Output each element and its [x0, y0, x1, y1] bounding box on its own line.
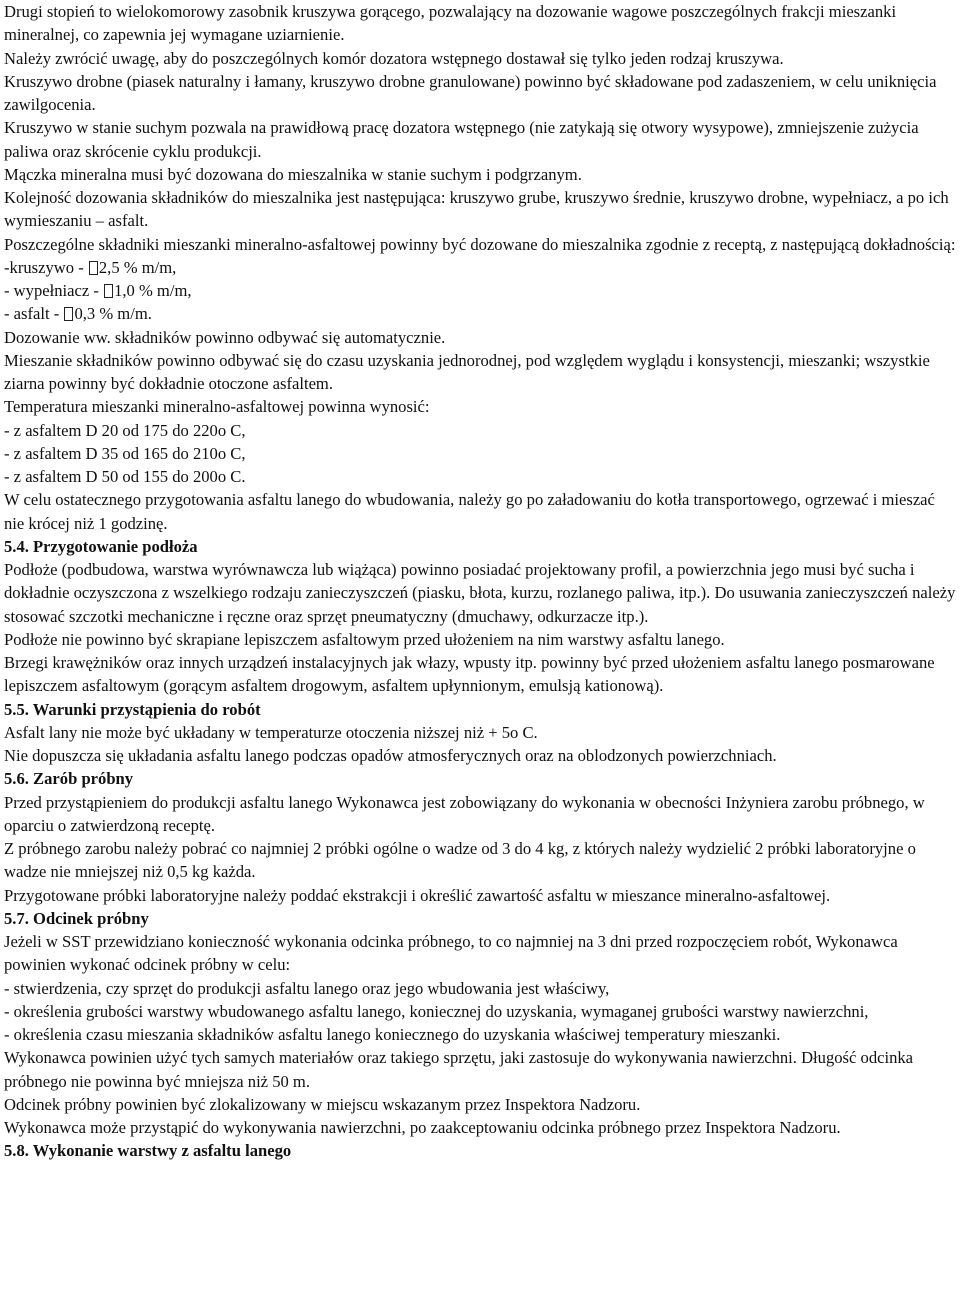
section-heading: 5.6. Zarób próbny: [4, 769, 134, 789]
paragraph: Mieszanie składników powinno odbywać się do czasu uzyskania jednorodnej, pod względem wyglądu i konsystencji, mieszanki; wszystkie ziarna powinny być dokładnie otoczone asfaltem.: [4, 350, 930, 393]
list-item: - z asfaltem D 35 od 165 do 210o C,: [4, 443, 246, 463]
list-item: - stwierdzenia, czy sprzęt do produkcji asfaltu lanego oraz jego wbudowania jest właściwy,: [4, 978, 610, 998]
paragraph: Z próbnego zarobu należy pobrać co najmniej 2 próbki ogólne o wadze od 3 do 4 kg, z których należy wydzielić 2 próbki laboratoryjne o wadze nie mniejszej niż 0,5 kg każda.: [4, 839, 916, 882]
tolerance-label: -kruszywo -: [4, 257, 88, 277]
paragraph: Przygotowane próbki laboratoryjne należy poddać ekstrakcji i określić zawartość asfaltu w mieszance mineralno-asfaltowej.: [4, 885, 831, 905]
tolerance-item: [4, 256, 956, 279]
list-item: - z asfaltem D 20 od 175 do 220o C,: [4, 420, 246, 440]
missing-glyph-icon: [64, 307, 73, 321]
tolerance-value: 2,5 % m/m,: [98, 257, 177, 277]
paragraph: Wykonawca może przystąpić do wykonywania nawierzchni, po zaakceptowaniu odcinka próbnego przez Inspektora Nadzoru.: [4, 1118, 841, 1137]
list-item: - z asfaltem D 50 od 155 do 200o C.: [4, 467, 246, 486]
section-heading: 5.7. Odcinek próbny: [4, 908, 149, 928]
missing-glyph-icon: [89, 261, 98, 275]
paragraph: Przed przystąpieniem do produkcji asfaltu lanego Wykonawca jest zobowiązany do wykonania w obecności Inżyniera zarobu próbnego, w oparciu o zatwierdzoną receptę.: [4, 792, 925, 835]
paragraph: W celu ostatecznego przygotowania asfaltu lanego do wbudowania, należy go po załadowaniu do kotła transportowego, ogrzewać i mieszać nie krócej niż 1 godzinę.: [4, 490, 935, 533]
tolerance-item: [4, 279, 956, 302]
paragraph: Dozowanie ww. składników powinno odbywać się automatycznie.: [4, 327, 446, 347]
paragraph: Kruszywo drobne (piasek naturalny i łamany, kruszywo drobne granulowane) powinno być składowane pod zadaszeniem, w celu uniknięcia zawilgocenia.: [4, 71, 937, 114]
tolerance-label: - asfalt -: [4, 304, 64, 324]
section-heading: 5.4. Przygotowanie podłoża: [4, 536, 198, 556]
tolerance-label: - wypełniacz -: [4, 281, 104, 300]
paragraph: Brzegi krawężników oraz innych urządzeń instalacyjnych jak włazy, wpusty itp. powinny być przed ułożeniem asfaltu lanego posmarowane lepiszczem asfaltowym (gorącym asfaltem drogowym, asfaltem upłynnionym, emulsją kationową).: [4, 653, 935, 696]
paragraph: Wykonawca powinien użyć tych samych materiałów oraz takiego sprzętu, jaki zastosuje do wykonywania nawierzchni. Długość odcinka próbnego nie powinna być mniejsza niż 50 m.: [4, 1048, 914, 1091]
paragraph: Jeżeli w SST przewidziano konieczność wykonania odcinka próbnego, to co najmniej na 3 dni przed rozpoczęciem robót, Wykonawca powinien wykonać odcinek próbny w celu:: [4, 932, 898, 975]
tolerance-item: [4, 302, 956, 325]
section-heading: 5.8. Wykonanie warstwy z asfaltu lanego: [4, 1141, 292, 1161]
section-heading: 5.5. Warunki przystąpienia do robót: [4, 699, 261, 719]
missing-glyph-icon: [104, 284, 113, 298]
paragraph: Asfalt lany nie może być układany w temperaturze otoczenia niższej niż + 5o C.: [4, 722, 538, 742]
paragraph: Temperatura mieszanki mineralno-asfaltowej powinna wynosić:: [4, 397, 430, 417]
paragraph: Odcinek próbny powinien być zlokalizowany w miejscu wskazanym przez Inspektora Nadzoru.: [4, 1094, 641, 1114]
paragraph: Należy zwrócić uwagę, aby do poszczególnych komór dozatora wstępnego dostawał się tylko jeden rodzaj kruszywa.: [4, 48, 784, 68]
paragraph: Kolejność dozowania składników do mieszalnika jest następująca: kruszywo grube, kruszywo średnie, kruszywo drobne, wypełniacz, a po ich wymieszaniu – asfalt.: [4, 188, 949, 231]
list-item: - określenia grubości warstwy wbudowanego asfaltu lanego, koniecznej do uzyskania, wymaganej grubości warstwy nawierzchni,: [4, 1001, 869, 1021]
paragraph: Nie dopuszcza się układania asfaltu lanego podczas opadów atmosferycznych oraz na oblodzonych powierzchniach.: [4, 746, 777, 765]
document-page: [4, 0, 956, 1163]
paragraph: Kruszywo w stanie suchym pozwala na prawidłową pracę dozatora wstępnego (nie zatykają się otwory wysypowe), zmniejszenie zużycia paliwa oraz skrócenie cyklu produkcji.: [4, 118, 919, 161]
list-item: - określenia czasu mieszania składników asfaltu lanego koniecznego do uzyskania właściwej temperatury mieszanki.: [4, 1025, 781, 1044]
tolerance-value: 1,0 % m/m,: [114, 281, 192, 300]
paragraph: Podłoże nie powinno być skrapiane lepiszczem asfaltowym przed ułożeniem na nim warstwy asfaltu lanego.: [4, 629, 725, 649]
paragraph: Poszczególne składniki mieszanki mineralno-asfaltowej powinny być dozowane do mieszalnika zgodnie z receptą, z następującą dokładnością:: [4, 234, 956, 254]
tolerance-value: 0,3 % m/m.: [74, 304, 152, 324]
paragraph: Drugi stopień to wielokomorowy zasobnik kruszywa gorącego, pozwalający na dozowanie wagowe poszczególnych frakcji mieszanki mineralnej, co zapewnia jej wymagane uziarnienie.: [4, 2, 897, 45]
paragraph: Podłoże (podbudowa, warstwa wyrównawcza lub wiążąca) powinno posiadać projektowany profil, a powierzchnia jego musi być sucha i dokładnie oczyszczona z wszelkiego rodzaju zanieczyszczeń (piasku, błota, kurzu, rozlanego paliwa, itp.). Do usuwania zanieczyszczeń należy stosować szczotki mechaniczne i ręczne oraz sprzęt pneumatyczny (dmuchawy, odkurzacze itp.).: [4, 560, 956, 626]
paragraph: Mączka mineralna musi być dozowana do mieszalnika w stanie suchym i podgrzanym.: [4, 164, 582, 184]
